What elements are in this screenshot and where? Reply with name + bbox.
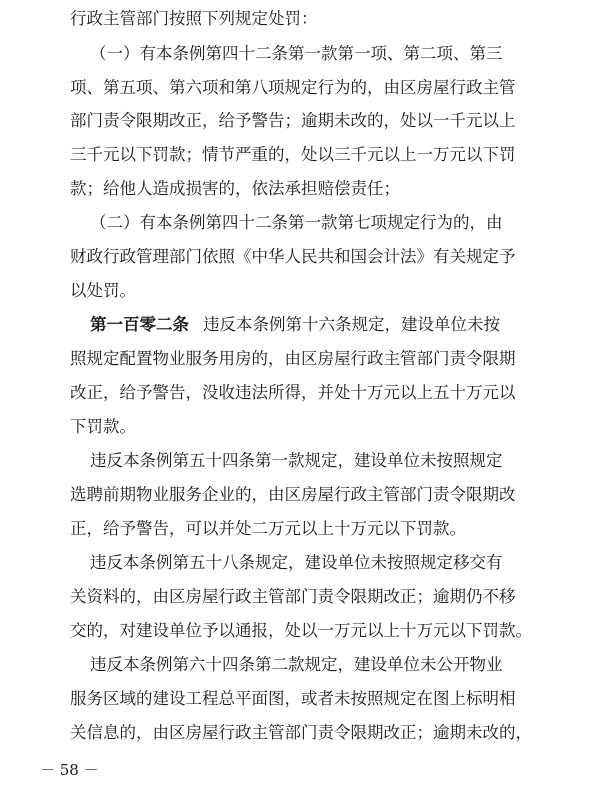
text-line: 下罚款。 <box>70 417 136 436</box>
text-line: 三千元以下罚款；情节严重的，处以三千元以上一万元以下罚 <box>70 145 516 164</box>
text-line: 违反本条例第六十四条第二款规定，建设单位未公开物业 <box>90 655 503 674</box>
text-line: 关资料的，由区房屋行政主管部门责令限期改正；逾期仍不移 <box>70 587 516 606</box>
text-line: 以处罚。 <box>70 281 136 300</box>
text-line: 关信息的，由区房屋行政主管部门责令限期改正；逾期未改的， <box>70 723 532 742</box>
text-line: 照规定配置物业服务用房的，由区房屋行政主管部门责令限期 <box>70 349 516 368</box>
text-span: 违反本条例第十六条规定，建设单位未按 <box>203 315 500 334</box>
text-line: 改正，给予警告，没收违法所得，并处十万元以上五十万元以 <box>70 383 516 402</box>
text-line: （一）有本条例第四十二条第一款第一项、第二项、第三 <box>90 44 503 63</box>
article-first-line <box>90 310 540 340</box>
text-line: 服务区域的建设工程总平面图，或者未按照规定在图上标明相 <box>70 689 516 708</box>
text-line: 项、第五项、第六项和第八项规定行为的，由区房屋行政主管 <box>70 78 516 97</box>
text-line: （二）有本条例第四十二条第一款第七项规定行为的，由 <box>90 213 503 232</box>
article-title: 第一百零二条 <box>90 315 189 334</box>
page-number: － 58 － <box>40 761 99 779</box>
text-line: 款；给他人造成损害的，依法承担赔偿责任； <box>70 179 400 198</box>
text-line: 部门责令限期改正，给予警告；逾期未改的，处以一千元以上 <box>70 111 516 130</box>
text-line: 行政主管部门按照下列规定处罚： <box>70 9 318 28</box>
text-line: 违反本条例第五十四条第一款规定，建设单位未按照规定 <box>90 451 503 470</box>
text-line: 违反本条例第五十八条规定，建设单位未按照规定移交有 <box>90 553 503 572</box>
text-line: 选聘前期物业服务企业的，由区房屋行政主管部门责令限期改 <box>70 485 516 504</box>
text-line: 正，给予警告，可以并处二万元以上十万元以下罚款。 <box>70 519 466 538</box>
text-line: 财政行政管理部门依照《中华人民共和国会计法》有关规定予 <box>70 247 516 266</box>
text-line: 交的，对建设单位予以通报，处以一万元以上十万元以下罚款。 <box>70 621 532 640</box>
